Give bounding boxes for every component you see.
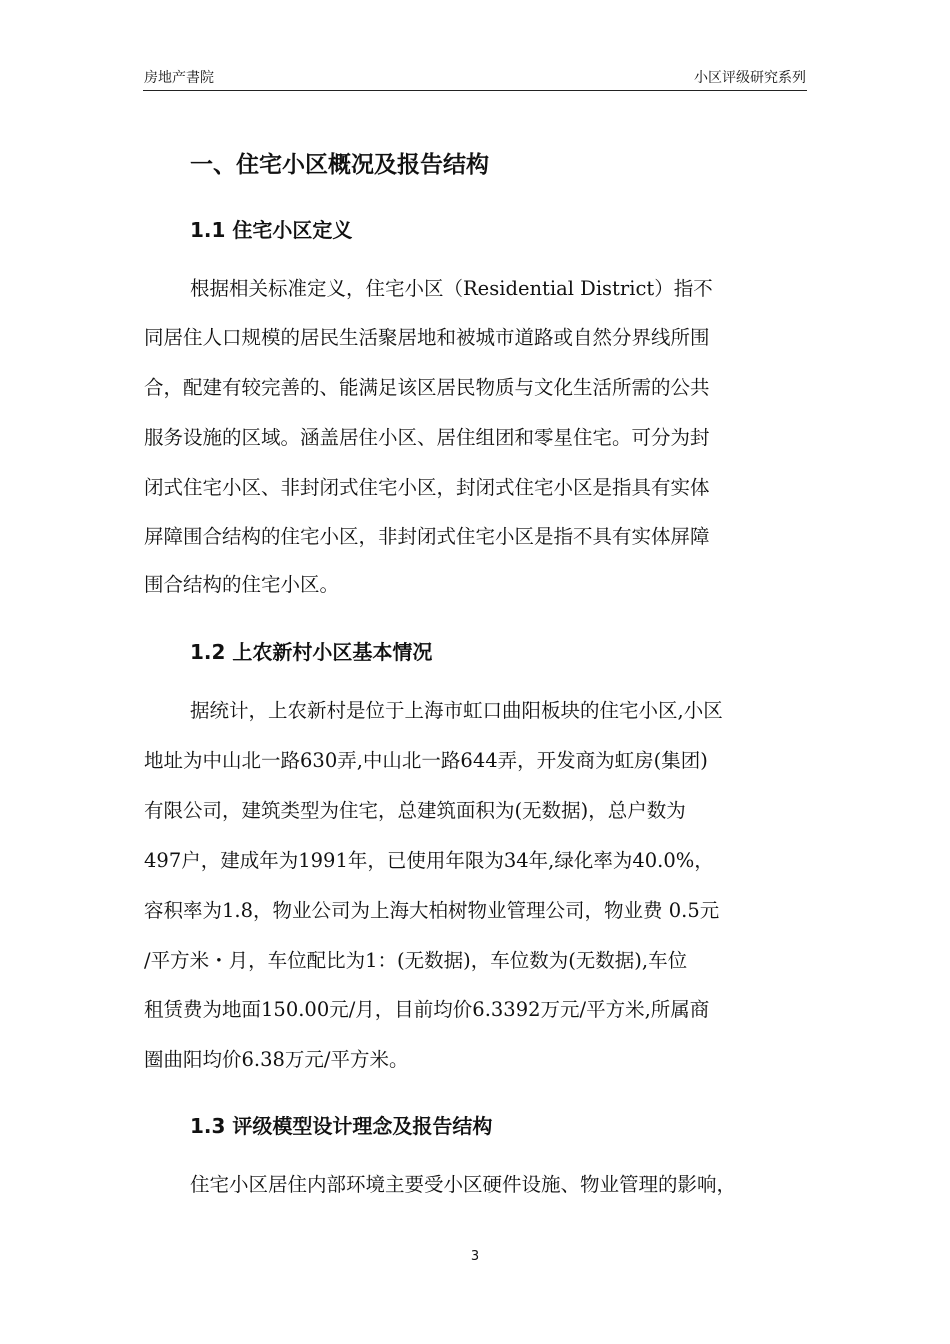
paragraph-line: 圈曲阳均价6.38万元/平方米。 [144, 1048, 409, 1071]
paragraph-line: 服务设施的区域。涵盖居住小区、居住组团和零星住宅。可分为封 [144, 426, 710, 449]
paragraph-line: 闭式住宅小区、非封闭式住宅小区，封闭式住宅小区是指具有实体 [144, 476, 710, 499]
paragraph-line: 合，配建有较完善的、能满足该区居民物质与文化生活所需的公共 [144, 376, 710, 399]
paragraph-line: 地址为中山北一路630弄,中山北一路644弄，开发商为虹房(集团) [144, 749, 708, 772]
paragraph-line: 容积率为1.8，物业公司为上海大柏树物业管理公司，物业费 0.5元 [144, 899, 720, 922]
paragraph-line: 围合结构的住宅小区。 [144, 573, 340, 596]
running-header-series: 小区评级研究系列 [694, 70, 806, 86]
paragraph-line: 租赁费为地面150.00元/月，目前均价6.3392万元/平方米,所属商 [144, 998, 710, 1021]
page-number: 3 [470, 1249, 480, 1264]
paragraph-line: 同居住人口规模的居民生活聚居地和被城市道路或自然分界线所围 [144, 326, 710, 349]
paragraph-line: 根据相关标准定义，住宅小区（Residential District）指不 [190, 277, 713, 300]
paragraph-line: 497户，建成年为1991年，已使用年限为34年,绿化率为40.0%， [144, 849, 714, 872]
running-header-publisher: 房地产書院 [144, 70, 214, 86]
section-heading-1-3: 1.3 评级模型设计理念及报告结构 [190, 1114, 493, 1138]
paragraph-line: 有限公司，建筑类型为住宅，总建筑面积为(无数据)，总户数为 [144, 799, 686, 822]
paragraph-line: 屏障围合结构的住宅小区，非封闭式住宅小区是指不具有实体屏障 [144, 525, 710, 548]
header-divider [143, 90, 807, 91]
paragraph-line: /平方米・月，车位配比为1：(无数据)，车位数为(无数据),车位 [144, 949, 688, 972]
paragraph-line: 住宅小区居住内部环境主要受小区硬件设施、物业管理的影响， [190, 1173, 737, 1196]
chapter-title: 一、住宅小区概况及报告结构 [190, 152, 489, 178]
section-heading-1-1: 1.1 住宅小区定义 [190, 218, 353, 242]
paragraph-line: 据统计，上农新村是位于上海市虹口曲阳板块的住宅小区,小区 [190, 699, 723, 722]
section-heading-1-2: 1.2 上农新村小区基本情况 [190, 640, 433, 664]
